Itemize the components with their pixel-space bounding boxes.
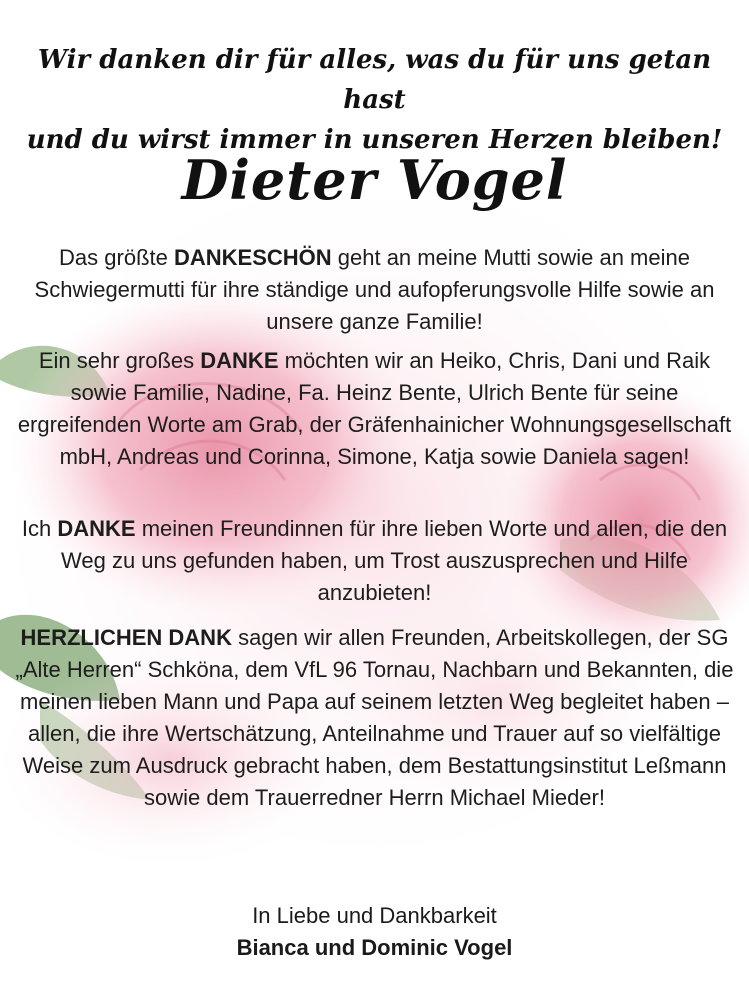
deceased-name: Dieter Vogel: [181, 148, 568, 212]
thanks-paragraph-family: Das größte DANKESCHÖN geht an meine Mutti sowie an meine Schwiegermutti für ihre ständige und aufopferungsvolle Hilfe sowie an unsere ganze Familie!: [34, 245, 715, 334]
motto-line-2: und du wirst immer in unseren Herzen bleiben!: [26, 125, 723, 155]
motto-verse: [20, 40, 729, 160]
emphasis-danke: DANKE: [200, 348, 279, 373]
thanks-paragraph-friends: Ein sehr großes DANKE möchten wir an Heiko, Chris, Dani und Raik sowie Familie, Nadine, Fa. Heinz Bente, Ulrich Bente für seine ergreifenden Worte am Grab, der Gräfenhainicher Wohnungsgesellschaft mbH, Andreas und Corinna, Simone, Katja sowie Daniela sagen!: [17, 348, 732, 469]
closing-block: [0, 900, 749, 964]
motto-line-1: Wir danken dir für alles, was du für uns getan hast: [37, 45, 712, 115]
emphasis-herzlichen-dank: HERZLICHEN DANK: [20, 625, 232, 650]
thanks-paragraph-community: HERZLICHEN DANK sagen wir allen Freunden, Arbeitskollegen, der SG „Alte Herren“ Schköna, dem VfL 96 Tornau, Nachbarn und Bekannten, die meinen lieben Mann und Papa auf seinem letzten Weg begleitet haben – allen, die ihre Wertschätzung, Anteilnahme und Trauer auf so vielfältige Weise zum Ausdruck gebracht haben, dem Bestattungsinstitut Leßmann sowie dem Trauerredner Herrn Michael Mieder!: [15, 625, 734, 810]
signature: Bianca und Dominic Vogel: [236, 935, 513, 960]
thanks-paragraph-girlfriends: Ich DANKE meinen Freundinnen für ihre lieben Worte und allen, die den Weg zu uns gefunden haben, um Trost auszusprechen und Hilfe anzubieten!: [21, 516, 728, 605]
emphasis-dankeschoen: DANKESCHÖN: [173, 245, 332, 270]
closing-line: In Liebe und Dankbarkeit: [252, 903, 497, 928]
emphasis-danke-2: DANKE: [57, 516, 136, 541]
